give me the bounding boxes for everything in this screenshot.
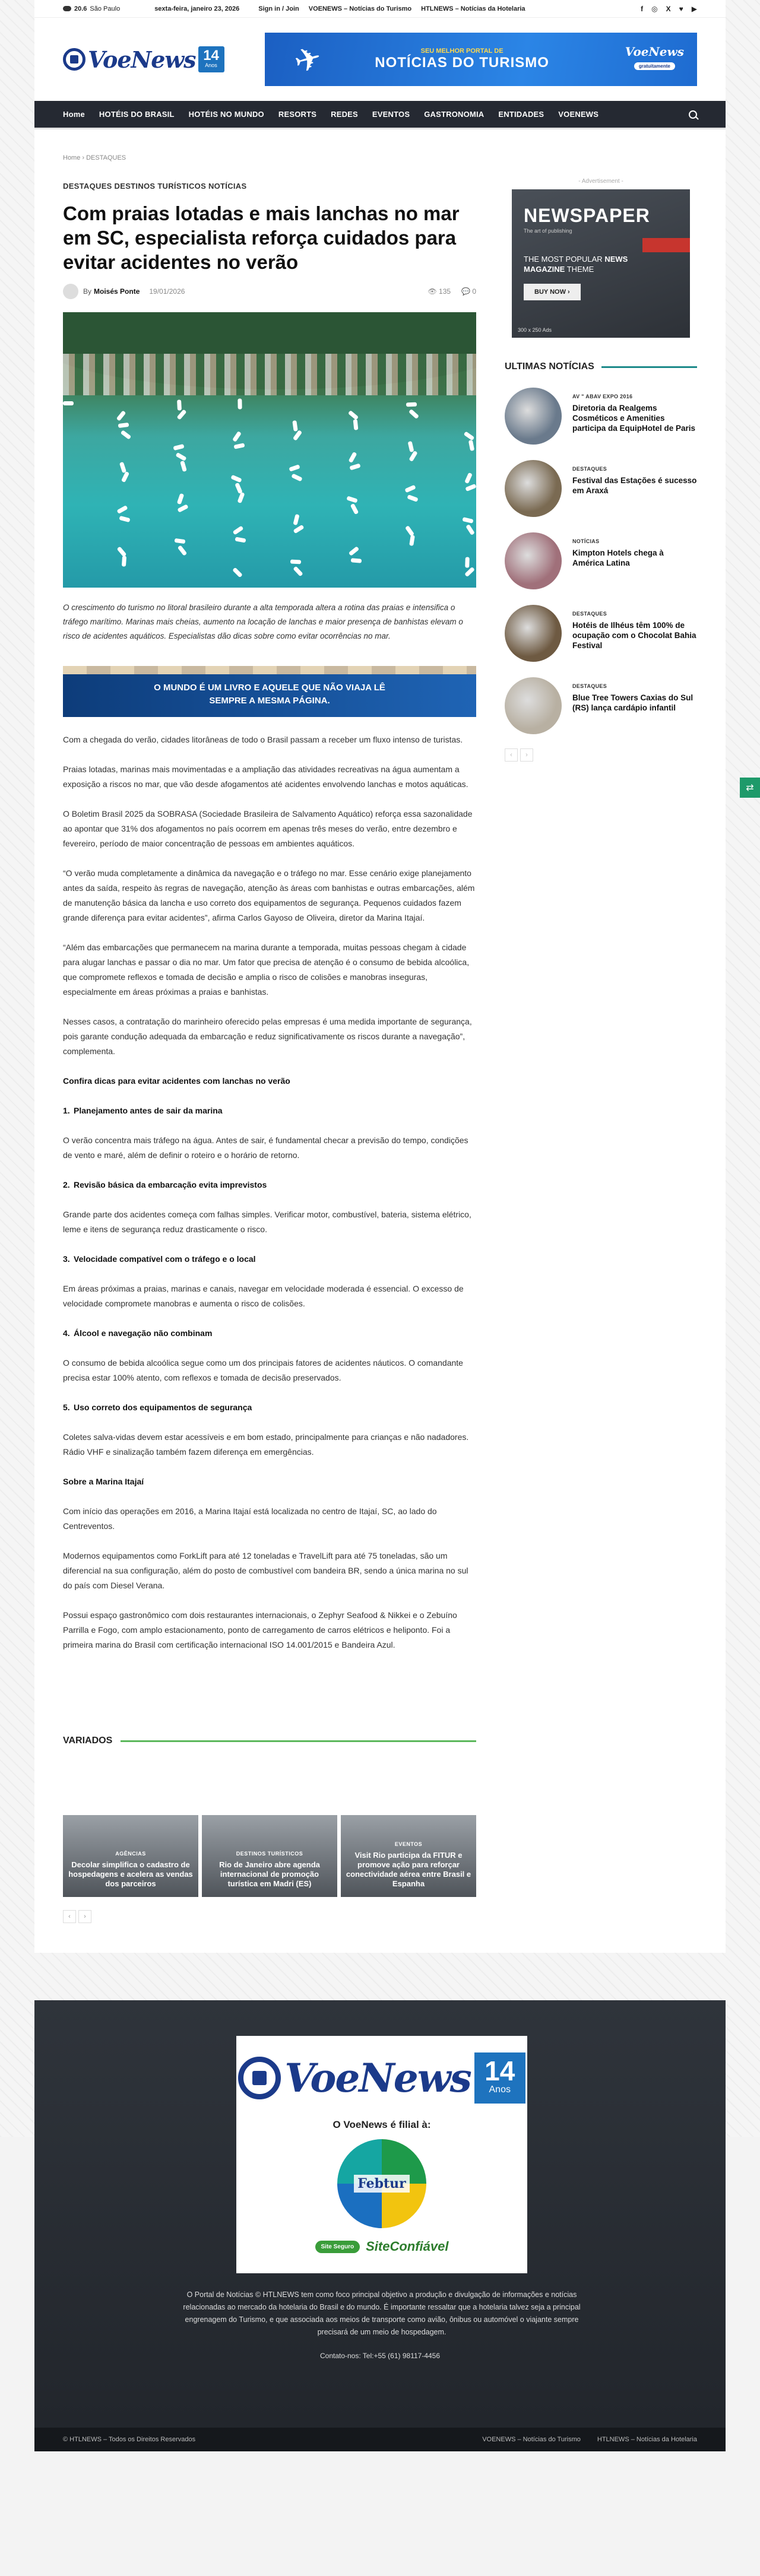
main-nav (34, 101, 726, 129)
hero-boat (178, 545, 188, 556)
footer-description: O Portal de Notícias © HTLNEWS tem como foco principal objetivo a produção e divulgação de informações e notícias relacionadas ao mercado da hotelaria do Brasil e do mundo. É importante ressaltar que a hotelaria talvez seja a principal engrenagem do Turismo, e que associada aos meios de transporte como avião, ônibus ou automóvel o viajante sempre precisará de um meio de hospedagem. (183, 2291, 581, 2336)
author-avatar[interactable] (63, 284, 78, 299)
banner-small-text: SEU MELHOR PORTAL DE (420, 47, 504, 55)
news-category[interactable]: NOTÍCIAS (572, 538, 600, 544)
ad-tagline-1: THE MOST POPULAR (524, 255, 603, 264)
tip-number: 5. (63, 1403, 70, 1412)
security-seals (236, 2239, 527, 2254)
weather-location: São Paulo (90, 5, 121, 12)
promo-strip (63, 666, 476, 674)
article-body (63, 732, 476, 1652)
hero-boat (117, 546, 127, 557)
hero-boat (409, 535, 415, 546)
ad-tagline-2: NEWS (604, 255, 628, 264)
hero-boat (116, 505, 128, 514)
news-title[interactable]: Kimpton Hotels chega à América Latina (572, 548, 664, 567)
nav-eventos[interactable]: EVENTOS (372, 110, 410, 119)
anniversary-badge (198, 46, 224, 72)
news-category[interactable]: DESTAQUES (572, 611, 607, 617)
hero-image (63, 312, 476, 588)
comments-count[interactable]: 💬 0 (461, 287, 476, 296)
hero-boat (462, 517, 473, 524)
about-paragraph: Com início das operações em 2016, a Marina Itajaí está localizada no centro de Itajaí, SC, ao lado do Centreventos. (63, 1506, 437, 1531)
news-text (572, 460, 697, 517)
prev-page-icon[interactable]: ‹ (63, 1910, 76, 1923)
hero-boat (63, 401, 74, 405)
news-text (572, 605, 697, 662)
hero-boat (230, 475, 242, 483)
facebook-icon[interactable]: f (641, 4, 644, 13)
nav-hoteis-brasil[interactable]: HOTÉIS DO BRASIL (99, 110, 175, 119)
footer-contact: Contato-nos: Tel:+55 (61) 98117-4456 (319, 2352, 441, 2360)
nav-gastronomia[interactable]: GASTRONOMIA (424, 110, 484, 119)
news-thumbnail[interactable] (505, 605, 562, 662)
hero-boat (116, 410, 126, 421)
weather-temp: 20.6 (74, 5, 87, 12)
sidebar-pager (505, 748, 697, 762)
tip-title (63, 1103, 476, 1118)
hero-boat (353, 419, 359, 430)
hero-boat (177, 399, 182, 410)
ad-tagline-3: MAGAZINE (524, 265, 565, 274)
news-text (572, 532, 697, 589)
paragraph: Com a chegada do verão, cidades litorâneas de todo o Brasil passam a receber um fluxo intenso de turistas. (63, 735, 463, 744)
hero-boat (349, 546, 359, 556)
page-wrapper (34, 0, 726, 1953)
ad-label: - Advertisement - (578, 178, 623, 185)
instagram-icon[interactable]: ◎ (651, 4, 658, 13)
related-card-category[interactable]: EVENTOS (394, 1841, 423, 1847)
footer-logo[interactable] (236, 2052, 527, 2104)
ad-tagline (524, 254, 678, 274)
share-float-button[interactable]: ⇄ (740, 778, 760, 798)
logo-mark-icon (63, 48, 86, 71)
hero-boat (351, 558, 362, 563)
hero-boat (464, 431, 475, 440)
ad-accent (642, 238, 690, 252)
tip-title-text: Velocidade compatível com o tráfego e o local (74, 1254, 256, 1264)
tip-title-text: Álcool e navegação não combinam (74, 1328, 213, 1338)
hero-boat (293, 514, 299, 525)
hero-boat (350, 503, 359, 515)
latest-news-heading (505, 361, 697, 372)
hero-boat (235, 537, 246, 543)
hero-boat (233, 526, 244, 535)
latest-news-title: ULTIMAS NOTÍCIAS (505, 361, 594, 372)
pinterest-icon[interactable]: ♥ (679, 4, 683, 13)
views-count: 👁 135 (428, 287, 451, 296)
hero-boat (232, 431, 242, 442)
cloud-icon (63, 6, 71, 11)
news-title[interactable]: Blue Tree Towers Caxias do Sul (RS) lança cardápio infantil (572, 693, 694, 712)
tip-title-text: Planejamento antes de sair da marina (74, 1106, 223, 1115)
about-paragraph: Modernos equipamentos como ForkLift para até 12 toneladas e TravelLift para até 75 toneladas, são um diferencial na sua configuração, além do posto de combustível com bandeira BR, sendo a única marina no sul do país com Diesel Verana. (63, 1551, 468, 1590)
airplane-icon: ✈ (290, 39, 326, 81)
site-footer (34, 2000, 726, 2428)
buy-now-button[interactable]: BUY NOW › (524, 284, 581, 300)
site-header (34, 18, 726, 101)
tip-number: 4. (63, 1328, 70, 1338)
hero-boat (175, 452, 186, 461)
tip-number: 3. (63, 1254, 70, 1264)
tip-text: Coletes salva-vidas devem estar acessíveis e em bom estado, principalmente para crianças e não nadadores. Rádio VHF e sinalização também fazem diferença em emergências. (63, 1432, 469, 1457)
voenews-link[interactable]: VOENEWS – Notícias do Turismo (308, 5, 412, 12)
article-column (63, 129, 476, 1953)
sidebar-ad[interactable] (512, 189, 690, 338)
tip-number: 1. (63, 1106, 70, 1115)
current-date: sexta-feira, janeiro 23, 2026 (154, 5, 240, 12)
footer-logo-mark-icon (238, 2057, 281, 2099)
footer-badge-text: Anos (489, 2085, 511, 2095)
footer-htlnews-link[interactable]: HTLNEWS – Notícias da Hotelaria (597, 2436, 697, 2443)
next-page-icon[interactable]: › (78, 1910, 91, 1923)
hero-boat (349, 464, 360, 471)
hero-boat (464, 472, 473, 484)
article-meta (63, 284, 476, 299)
hero-boat (290, 560, 301, 564)
badge-number: 14 (203, 47, 219, 64)
latest-news-item[interactable] (505, 388, 697, 445)
hero-boat (122, 556, 126, 566)
related-card[interactable] (202, 1815, 337, 1897)
hero-boat (408, 441, 414, 452)
image-caption: O crescimento do turismo no litoral brasileiro durante a alta temporada altera a rotina das praias e intensifica o tráfego marítimo. Marinas mais cheias, aumento na locação de lanchas e maior presença de banhistas elevam o risco de acidentes aquáticos. Especialistas dão dicas sobre como evitar ocorrências no mar. (63, 603, 463, 640)
hero-boat (177, 493, 184, 505)
hero-boat (291, 474, 302, 482)
about-paragraph: Possui espaço gastronômico com dois restaurantes internacionais, o Zephyr Seafood & Nikkei e o Zebuíno Parrilla e Fogo, com amplo estacionamento, ponto de carregamento de carros elétricos e heliponto. Foi a primeira marina do Brasil com certificação internacional ISO 14.001/2015 e Bandeira Azul. (63, 1610, 457, 1649)
hero-boat (293, 566, 303, 577)
related-card-category[interactable]: DESTINOS TURÍSTICOS (236, 1851, 303, 1857)
footer-logo-word: VoeNews (284, 2055, 471, 2101)
by-label: By (83, 287, 92, 296)
related-card[interactable] (341, 1815, 476, 1897)
news-thumbnail[interactable] (505, 532, 562, 589)
hero-boat (408, 451, 417, 462)
hero-boat (121, 430, 132, 439)
hero-boat (293, 430, 302, 441)
febtur-word: Febtur (354, 2175, 410, 2193)
hero-boat (176, 409, 186, 420)
header-banner-ad[interactable] (265, 33, 697, 86)
hero-boat (348, 410, 359, 420)
hero-boat (464, 567, 475, 578)
hero-boat (406, 402, 417, 407)
latest-news-list (505, 388, 697, 734)
ad-subtitle: The art of publishing (524, 228, 572, 234)
tip-text: Grande parte dos acidentes começa com falhas simples. Verificar motor, combustível, bateria, sistema elétrico, leme e itens de segurança reduz drasticamente o risco. (63, 1210, 471, 1234)
promo-banner[interactable] (63, 666, 476, 717)
tip-text: Em áreas próximas a praias, marinas e canais, navegar em velocidade moderada é essencial. O excesso de velocidade compromete manobras e aumenta o risco de colisões. (63, 1284, 464, 1308)
filial-text: O VoeNews é filial à: (332, 2119, 431, 2130)
heading-line (121, 1740, 476, 1742)
article-title: Com praias lotadas e mais lanchas no mar em SC, especialista reforça cuidados para evitar acidentes no verão (63, 202, 460, 273)
hero-boat (346, 496, 357, 503)
ad-size: 300 x 250 Ads (518, 327, 552, 333)
hero-boat (233, 443, 245, 449)
logo-wordmark: VoeNews (88, 46, 196, 73)
hero-boat (235, 483, 242, 494)
prev-page-icon[interactable]: ‹ (505, 748, 518, 762)
news-title[interactable]: Hotéis de Ilhéus têm 100% de ocupação com o Chocolat Bahia Festival (572, 621, 696, 650)
hero-boat (238, 398, 242, 409)
footer-voenews-link[interactable]: VOENEWS – Notícias do Turismo (482, 2436, 581, 2443)
hero-boat (238, 492, 245, 503)
latest-news-item[interactable] (505, 460, 697, 517)
tip-title (63, 1326, 476, 1341)
site-logo[interactable] (63, 46, 224, 73)
paragraph: “Além das embarcações que permanecem na marina durante a temporada, muitas pessoas chegam à cidade para alugar lanchas e passar o dia no mar. Um fator que precisa de atenção é o consumo de bebida alcoólica, que compromete reflexos e tomada de decisão e amplia o risco de colisões e manobras inseguras, especialmente em áreas próximas a praias e banhistas. (63, 943, 470, 997)
febtur-logo[interactable] (337, 2139, 426, 2228)
social-links (641, 5, 697, 13)
hero-boat (232, 567, 243, 578)
article-counters (428, 287, 476, 296)
banner-logo (625, 45, 684, 71)
author-name[interactable]: Moisés Ponte (94, 287, 140, 296)
publish-date: 19/01/2026 (149, 287, 185, 296)
x-icon[interactable]: X (666, 4, 671, 13)
weather-widget (63, 5, 120, 12)
hero-boat (173, 444, 184, 451)
nav-entidades[interactable]: ENTIDADES (498, 110, 544, 119)
ad-title: NEWSPAPER (524, 205, 650, 226)
search-icon[interactable] (689, 110, 697, 119)
related-card[interactable] (63, 1815, 198, 1897)
copyright: © HTLNEWS – Todos os Direitos Reservados (63, 2436, 196, 2443)
youtube-icon[interactable]: ▶ (691, 4, 697, 13)
paragraph: Nesses casos, a contratação do marinheiro oferecido pelas empresas é uma medida importante de segurança, pois garante condução adequada da embarcação e reduz significativamente os riscos durante a navegação”, complementa. (63, 1017, 472, 1056)
latest-news-item[interactable] (505, 532, 697, 589)
promo-text: O MUNDO É UM LIVRO E AQUELE QUE NÃO VIAJA LÊ SEMPRE A MESMA PÁGINA. (154, 683, 385, 706)
related-card-title[interactable]: Rio de Janeiro abre agenda internacional de promoção turística em Madri (ES) (219, 1860, 320, 1888)
news-text (572, 677, 697, 734)
hero-boat (119, 462, 126, 473)
tip-text: O consumo de bebida alcoólica segue como um dos principais fatores de acidentes náuticos. O comandante precisa estar 100% atento, com reflexos e tomada de decisão preservados. (63, 1358, 463, 1382)
nav-redes[interactable]: REDES (331, 110, 358, 119)
tip-text: O verão concentra mais tráfego na água. Antes de sair, é fundamental checar a previsão do tempo, condições de vento e maré, além de definir o roteiro e o horário de retorno. (63, 1135, 468, 1160)
news-category[interactable]: DESTAQUES (572, 683, 607, 689)
related-card-category[interactable]: AGÊNCIAS (115, 1851, 146, 1857)
variados-pager (63, 1910, 476, 1923)
nav-voenews[interactable]: VOENEWS (558, 110, 599, 119)
hero-boat (465, 484, 476, 491)
ad-tagline-4: THEME (566, 265, 594, 274)
hero-boat (407, 494, 418, 502)
news-category[interactable]: AV " ABAV EXPO 2016 (572, 394, 633, 399)
hero-boat (119, 516, 130, 522)
tip-title (63, 1252, 476, 1267)
next-page-icon[interactable]: › (520, 748, 533, 762)
news-thumbnail[interactable] (505, 460, 562, 517)
variados-heading (63, 1736, 476, 1746)
top-links (258, 5, 525, 12)
hero-boat (121, 471, 129, 483)
news-category[interactable]: DESTAQUES (572, 466, 607, 472)
tip-title (63, 1400, 476, 1415)
hero-boat (404, 485, 416, 493)
news-title[interactable]: Diretoria da Realgems Cosméticos e Amenities participa da EquipHotel de Paris (572, 404, 696, 433)
site-confiavel-badge[interactable]: SiteConfiável (366, 2239, 449, 2254)
paragraph: “O verão muda completamente a dinâmica da navegação e o tráfego no mar. Esse cenário exige planejamento antes da saída, respeito às regras de navegação, atenção às áreas com banhistas e outras embarcações, além de manutenção básica da lancha e uso correto dos equipamentos de segurança. Pequenos cuidados fazem grande diferença para evitar acidentes”, afirma Carlos Gayoso de Oliveira, diretor da Marina Itajaí. (63, 868, 475, 922)
variados-grid (63, 1815, 476, 1897)
nav-home[interactable]: Home (63, 110, 85, 119)
news-thumbnail[interactable] (505, 388, 562, 445)
breadcrumb[interactable]: Home › DESTAQUES (63, 154, 126, 161)
hero-boat (468, 440, 474, 451)
footer-logo-card (236, 2036, 527, 2273)
related-card-title[interactable]: Decolar simplifica o cadastro de hospedagens e acelera as vendas dos parceiros (68, 1860, 193, 1888)
nav-hoteis-mundo[interactable]: HOTÉIS NO MUNDO (188, 110, 264, 119)
paragraph: Praias lotadas, marinas mais movimentadas e a ampliação das atividades recreativas na água aumentam a exposição a riscos no mar, que vão desde afogamentos até acidentes envolvendo lanchas e motos aquáticas. (63, 764, 468, 789)
content-area (34, 129, 726, 1953)
hero-boat (466, 524, 475, 535)
news-text (572, 388, 697, 445)
article-categories[interactable]: DESTAQUES DESTINOS TURÍSTICOS NOTÍCIAS (63, 182, 247, 191)
banner-logo-word: VoeNews (625, 45, 684, 59)
tip-title-text: Uso correto dos equipamentos de segurança (74, 1403, 252, 1412)
bottom-links (482, 2436, 697, 2443)
top-bar (34, 0, 726, 18)
latest-news-item[interactable] (505, 677, 697, 734)
heading-line (601, 366, 697, 368)
hero-boat (349, 452, 357, 463)
site-seguro-badge[interactable]: Site Seguro (315, 2241, 360, 2253)
hero-boat (465, 557, 470, 567)
footer-anniversary-badge (474, 2052, 525, 2104)
hero-boat (292, 420, 297, 432)
bottom-bar (34, 2428, 726, 2451)
badge-text: Anos (205, 62, 217, 68)
about-heading: Sobre a Marina Itajaí (63, 1477, 144, 1486)
news-thumbnail[interactable] (505, 677, 562, 734)
news-title[interactable]: Festival das Estações é sucesso em Araxá (572, 476, 697, 495)
latest-news-item[interactable] (505, 605, 697, 662)
hero-boat (177, 504, 188, 512)
hero-boat (118, 423, 129, 428)
htlnews-link[interactable]: HTLNEWS – Notícias da Hotelaria (421, 5, 525, 12)
footer-badge-number: 14 (484, 2055, 515, 2086)
tip-title-text: Revisão básica da embarcação evita imprevistos (74, 1180, 267, 1189)
hero-boat (175, 538, 186, 544)
sidebar (505, 129, 697, 1953)
nav-resorts[interactable]: RESORTS (278, 110, 317, 119)
tips-heading: Confira dicas para evitar acidentes com lanchas no verão (63, 1076, 290, 1086)
paragraph: O Boletim Brasil 2025 da SOBRASA (Sociedade Brasileira de Salvamento Aquático) reforça essa sazonalidade ao apontar que 31% dos afogamentos no país ocorrem em apenas três meses do verão, entre dezembro e fevereiro, período de maior concentração de pessoas em ambientes aquáticos. (63, 809, 473, 848)
banner-big-text: NOTÍCIAS DO TURISMO (375, 55, 549, 71)
tip-number: 2. (63, 1180, 70, 1189)
hero-boat (293, 525, 305, 534)
related-card-title[interactable]: Visit Rio participa da FITUR e promove ação para reforçar conectividade aérea entre Brasil e Espanha (346, 1851, 471, 1888)
hero-boat (289, 464, 300, 471)
banner-button[interactable]: gratuitamente (634, 62, 675, 70)
hero-boat (180, 461, 187, 472)
hero-boat (408, 409, 419, 419)
hero-shore (63, 354, 476, 395)
hero-boat (405, 525, 414, 537)
banner-text (375, 47, 549, 71)
variados-title: VARIADOS (63, 1736, 113, 1746)
sign-in-link[interactable]: Sign in / Join (258, 5, 299, 12)
tip-title (63, 1178, 476, 1192)
